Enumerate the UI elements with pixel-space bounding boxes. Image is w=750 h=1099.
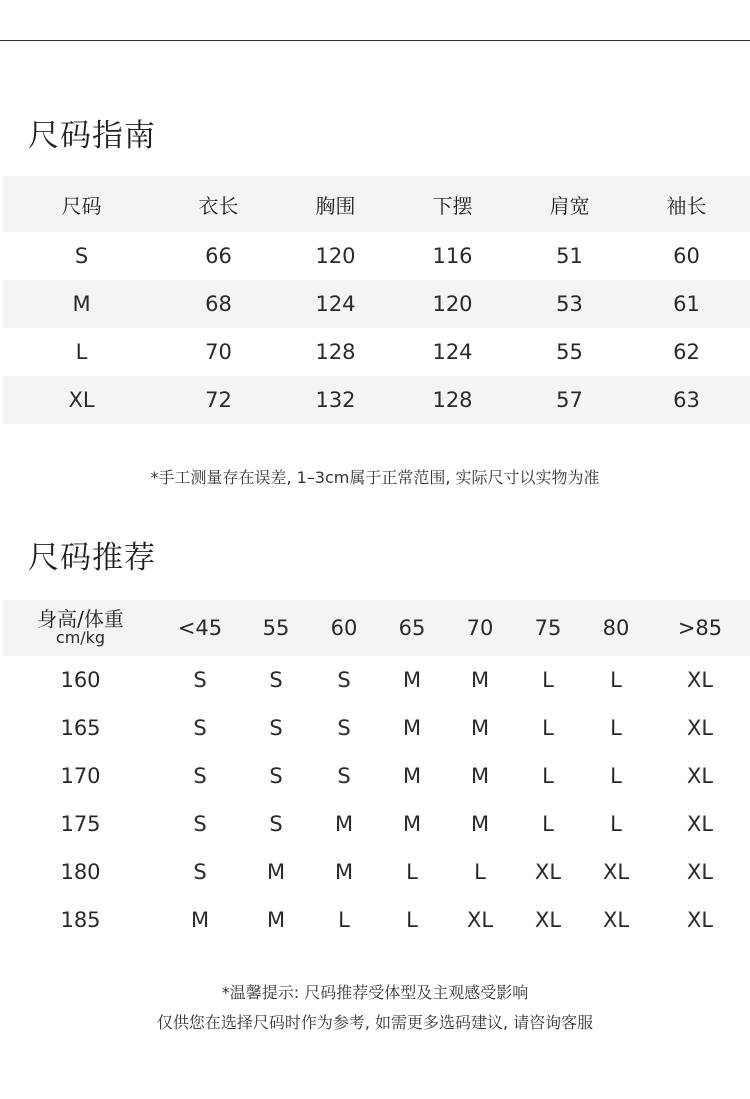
size-cell: L bbox=[542, 764, 554, 788]
table-cell: XL bbox=[68, 388, 95, 412]
size-cell: M bbox=[470, 716, 490, 740]
size-guide-header-row bbox=[3, 176, 750, 232]
size-cell: L bbox=[610, 668, 622, 692]
height-cell: 180 bbox=[60, 860, 101, 884]
header-cell-hem: 下摆 bbox=[432, 193, 473, 218]
size-cell: XL bbox=[534, 860, 562, 884]
header-cell-sleeve: 袖长 bbox=[666, 193, 707, 218]
height-weight-label: 身高/体重 bbox=[37, 607, 124, 632]
size-cell: XL bbox=[602, 908, 630, 932]
size-cell: L bbox=[474, 860, 486, 884]
header-cell-length: 衣长 bbox=[198, 193, 239, 218]
table-cell: 128 bbox=[315, 340, 356, 364]
height-cell: 170 bbox=[60, 764, 101, 788]
table-cell: S bbox=[74, 244, 89, 268]
table-cell: 116 bbox=[432, 244, 473, 268]
size-cell: XL bbox=[602, 860, 630, 884]
table-cell: 62 bbox=[673, 340, 700, 364]
size-guide-table bbox=[3, 176, 750, 424]
size-cell: M bbox=[402, 812, 422, 836]
tip-note-line1: *温馨提示: 尺码推荐受体型及主观感受影响 bbox=[221, 983, 529, 1002]
header-cell-chest: 胸围 bbox=[315, 193, 356, 218]
size-cell: S bbox=[269, 716, 283, 740]
height-weight-header bbox=[3, 609, 158, 647]
size-cell: S bbox=[337, 716, 351, 740]
size-cell: L bbox=[610, 764, 622, 788]
height-cell: 175 bbox=[60, 812, 101, 836]
table-cell: 51 bbox=[556, 244, 583, 268]
height-cell: 165 bbox=[60, 716, 101, 740]
size-cell: S bbox=[193, 764, 207, 788]
table-cell: L bbox=[75, 340, 88, 364]
height-cell: 185 bbox=[60, 908, 101, 932]
table-cell: 66 bbox=[205, 244, 232, 268]
size-cell: M bbox=[266, 860, 286, 884]
size-cell: M bbox=[402, 716, 422, 740]
size-cell: XL bbox=[534, 908, 562, 932]
size-cell: S bbox=[193, 812, 207, 836]
weight-header-cell: 70 bbox=[466, 616, 494, 640]
size-cell: M bbox=[470, 764, 490, 788]
table-cell: 120 bbox=[315, 244, 356, 268]
size-cell: L bbox=[610, 716, 622, 740]
table-row bbox=[3, 280, 750, 328]
weight-header-cell: <45 bbox=[177, 616, 223, 640]
size-cell: M bbox=[402, 668, 422, 692]
size-cell: XL bbox=[686, 764, 714, 788]
table-row bbox=[3, 896, 750, 944]
recommend-header-row bbox=[3, 600, 750, 656]
size-cell: L bbox=[542, 812, 554, 836]
weight-header-cell: >85 bbox=[677, 616, 723, 640]
table-cell: 68 bbox=[205, 292, 232, 316]
size-cell: M bbox=[334, 812, 354, 836]
header-cell-shoulder: 肩宽 bbox=[549, 193, 590, 218]
size-cell: S bbox=[337, 764, 351, 788]
weight-header-cell: 80 bbox=[602, 616, 630, 640]
weight-header-cell: 55 bbox=[262, 616, 290, 640]
table-row bbox=[3, 704, 750, 752]
table-cell: 61 bbox=[673, 292, 700, 316]
size-cell: S bbox=[269, 812, 283, 836]
top-divider bbox=[0, 40, 750, 41]
table-cell: 124 bbox=[432, 340, 473, 364]
table-row bbox=[3, 376, 750, 424]
table-cell: 132 bbox=[315, 388, 356, 412]
table-row bbox=[3, 848, 750, 896]
size-cell: XL bbox=[686, 860, 714, 884]
tip-note-line2: 仅供您在选择尺码时作为参考, 如需更多选码建议, 请咨询客服 bbox=[156, 1013, 594, 1032]
table-cell: 60 bbox=[673, 244, 700, 268]
size-cell: S bbox=[193, 716, 207, 740]
size-cell: M bbox=[266, 908, 286, 932]
size-recommend-title: 尺码推荐 bbox=[28, 540, 156, 576]
table-cell: 72 bbox=[205, 388, 232, 412]
height-cell: 160 bbox=[60, 668, 101, 692]
size-cell: S bbox=[193, 668, 207, 692]
table-row bbox=[3, 752, 750, 800]
size-cell: L bbox=[406, 860, 418, 884]
size-cell: M bbox=[402, 764, 422, 788]
measurement-note: *手工测量存在误差, 1–3cm属于正常范围, 实际尺寸以实物为准 bbox=[150, 468, 600, 487]
size-cell: M bbox=[470, 812, 490, 836]
size-cell: S bbox=[269, 764, 283, 788]
size-guide-title: 尺码指南 bbox=[28, 118, 156, 154]
table-cell: 57 bbox=[556, 388, 583, 412]
size-cell: M bbox=[470, 668, 490, 692]
weight-header-cell: 65 bbox=[398, 616, 426, 640]
weight-header-cell: 60 bbox=[330, 616, 358, 640]
table-cell: M bbox=[72, 292, 91, 316]
size-cell: L bbox=[542, 716, 554, 740]
size-cell: XL bbox=[686, 908, 714, 932]
table-row bbox=[3, 656, 750, 704]
size-cell: XL bbox=[686, 716, 714, 740]
size-cell: XL bbox=[686, 812, 714, 836]
size-cell: L bbox=[338, 908, 350, 932]
size-cell: M bbox=[190, 908, 210, 932]
table-cell: 70 bbox=[205, 340, 232, 364]
header-cell-size: 尺码 bbox=[61, 193, 102, 218]
size-recommend-table bbox=[3, 600, 750, 944]
table-cell: 55 bbox=[556, 340, 583, 364]
size-cell: L bbox=[610, 812, 622, 836]
size-cell: L bbox=[406, 908, 418, 932]
table-cell: 63 bbox=[673, 388, 700, 412]
size-cell: XL bbox=[466, 908, 494, 932]
size-cell: XL bbox=[686, 668, 714, 692]
table-cell: 120 bbox=[432, 292, 473, 316]
table-row bbox=[3, 232, 750, 280]
size-cell: S bbox=[193, 860, 207, 884]
unit-label: cm/kg bbox=[55, 628, 106, 648]
table-row bbox=[3, 800, 750, 848]
table-row bbox=[3, 328, 750, 376]
weight-header-cell: 75 bbox=[534, 616, 562, 640]
size-cell: L bbox=[542, 668, 554, 692]
size-cell: M bbox=[334, 860, 354, 884]
size-cell: S bbox=[269, 668, 283, 692]
table-cell: 124 bbox=[315, 292, 356, 316]
size-cell: S bbox=[337, 668, 351, 692]
table-cell: 128 bbox=[432, 388, 473, 412]
table-cell: 53 bbox=[556, 292, 583, 316]
